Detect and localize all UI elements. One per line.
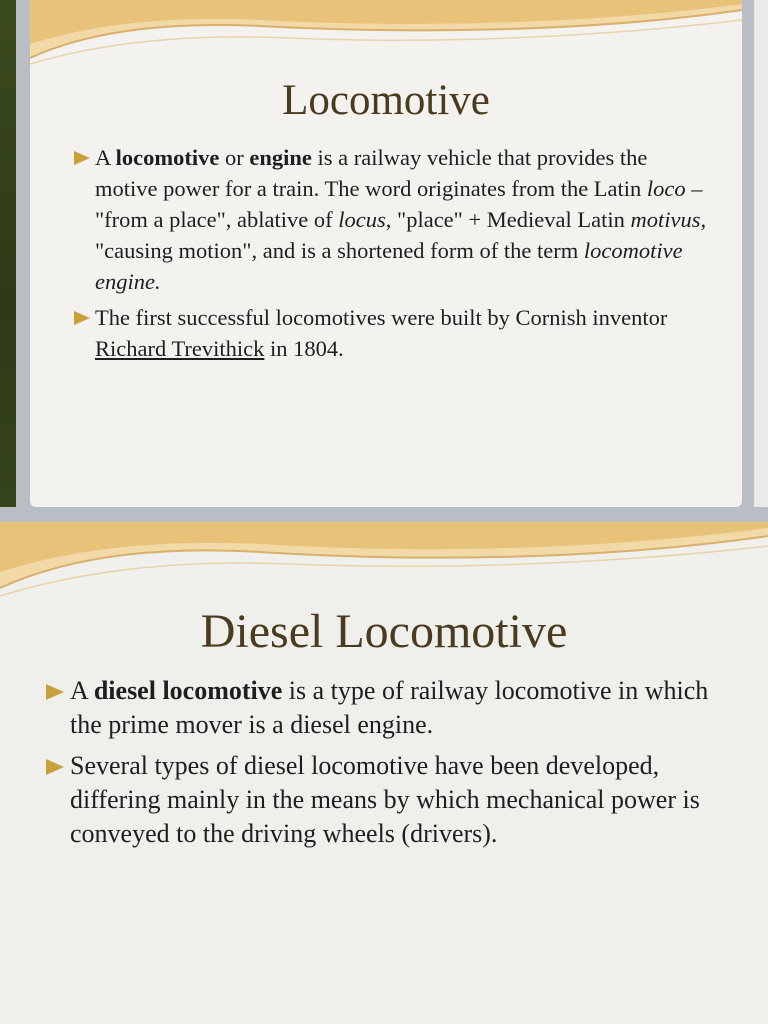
- term-locomotive-engine: locomotive engine.: [95, 238, 683, 294]
- decorative-swoosh: [30, 0, 742, 70]
- term-loco: loco: [646, 176, 686, 201]
- bullet-arrow-icon: [46, 759, 64, 775]
- bullet-list: [74, 142, 714, 369]
- term-locus: locus: [338, 207, 386, 232]
- left-edge-strip: [0, 0, 16, 507]
- bullet-item: [46, 749, 746, 851]
- term-diesel-locomotive: diesel locomotive: [93, 676, 283, 705]
- slide-diesel-locomotive: [0, 522, 768, 1024]
- term-locomotive: locomotive: [115, 145, 220, 170]
- bullet-list: [46, 674, 746, 858]
- slide-title: Diesel Locomotive: [200, 605, 568, 658]
- term-engine: engine: [249, 145, 312, 170]
- richard-trevithick-link[interactable]: Richard Trevithick: [95, 336, 265, 361]
- next-slide-edge: [742, 0, 768, 510]
- bullet-item: [74, 302, 714, 364]
- bullet-text: A diesel locomotive is a type of railway locomotive in which the prime mover is a diesel engine.: [70, 676, 709, 739]
- bullet-text: Several types of diesel locomotive have been developed, differing mainly in the means by which mechanical power is conveyed to the driving wheels (drivers).: [70, 751, 700, 848]
- bullet-item: [74, 142, 714, 297]
- term-motivus: motivus: [630, 207, 701, 232]
- bullet-arrow-icon: [46, 684, 64, 700]
- bullet-item: [46, 674, 746, 742]
- bullet-text: A locomotive or engine is a railway vehicle that provides the motive power for a train. The word originates from the Latin loco – "from a place", ablative of locus, "place" + Medieval Latin motivus, "causing motion", and is a shortened form of the term locomotive engine.: [95, 145, 707, 294]
- decorative-swoosh: [0, 522, 768, 602]
- slide-locomotive: [30, 0, 742, 507]
- bullet-text: The first successful locomotives were built by Cornish inventor Richard Trevithick in 1804.: [95, 305, 668, 361]
- slide-title: Locomotive: [282, 77, 490, 124]
- bullet-arrow-icon: [74, 151, 90, 165]
- bullet-arrow-icon: [74, 311, 90, 325]
